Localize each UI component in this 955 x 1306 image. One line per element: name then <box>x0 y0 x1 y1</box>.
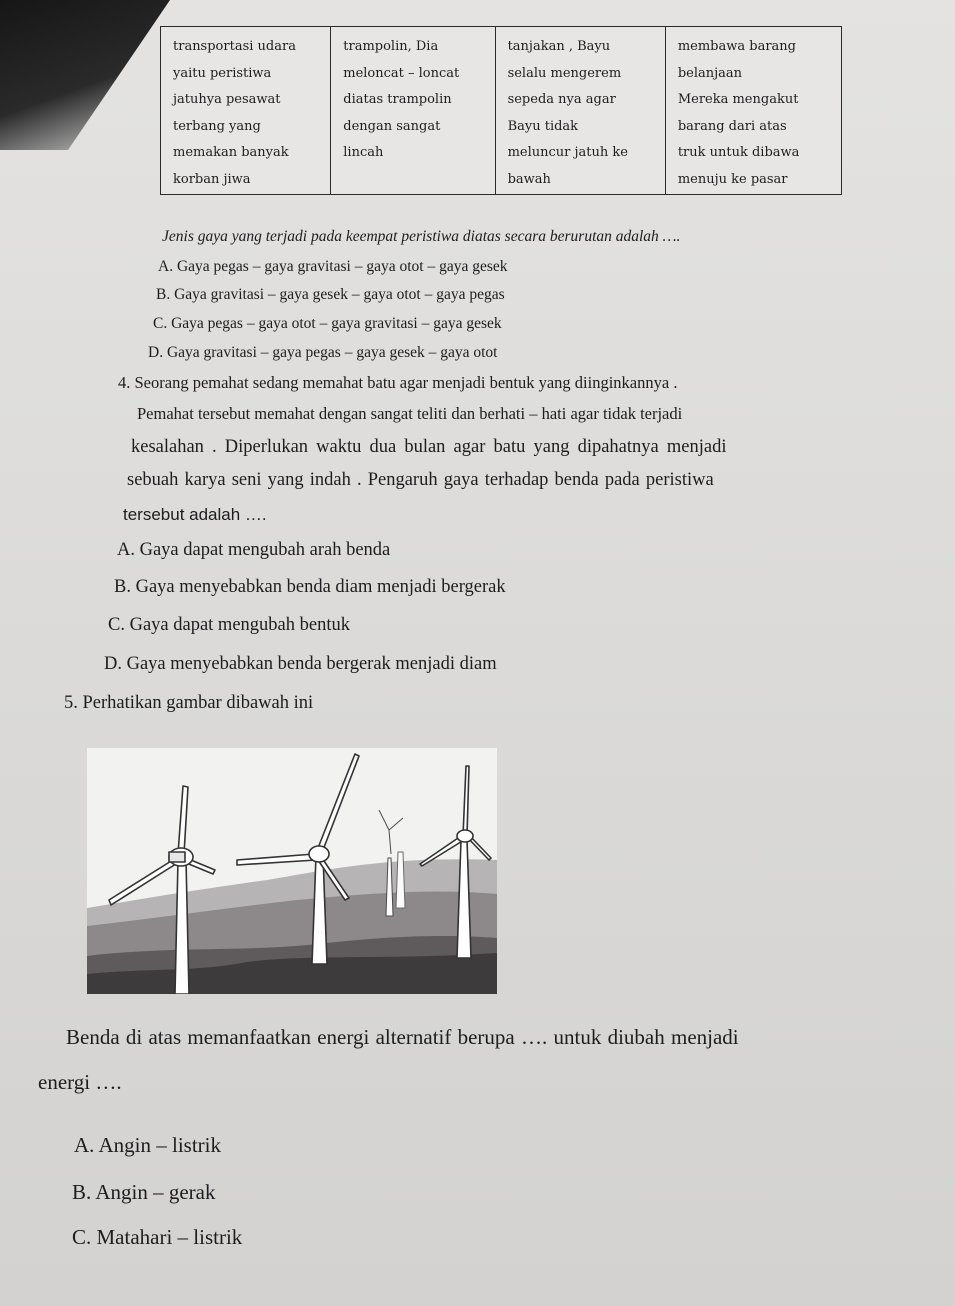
table-line: membawa barang <box>677 39 796 54</box>
q3-option-d[interactable]: D. Gaya gravitasi – gaya pegas – gaya gesek – gaya otot <box>148 344 498 361</box>
table-line: dengan sangat <box>343 118 441 134</box>
q5-option-b[interactable]: B. Angin – gerak <box>72 1180 216 1204</box>
q4-stem-line-3: kesalahan . Diperlukan waktu dua bulan agar batu yang dipahatnya menjadi <box>131 437 727 457</box>
q4-option-b[interactable]: B. Gaya menyebabkan benda diam menjadi bergerak <box>114 577 506 597</box>
q4-stem-line-1: 4. Seorang pemahat sedang memahat batu agar menjadi bentuk yang diinginkannya . <box>118 373 678 392</box>
events-table <box>160 26 842 195</box>
table-line: meluncur jatuh ke <box>507 145 628 161</box>
q4-stem-line-2: Pemahat tersebut memahat dengan sangat teliti dan berhati – hati agar tidak terjadi <box>137 404 683 423</box>
q4-option-d[interactable]: D. Gaya menyebabkan benda bergerak menjadi diam <box>104 654 497 674</box>
table-line: selalu mengerem <box>507 65 622 81</box>
wind-turbine-illustration <box>87 748 497 994</box>
table-line: barang dari atas <box>677 118 787 134</box>
q4-stem-line-5: tersebut adalah …. <box>123 505 267 524</box>
q3-option-a[interactable]: A. Gaya pegas – gaya gravitasi – gaya otot – gaya gesek <box>158 258 508 275</box>
q5-heading: 5. Perhatikan gambar dibawah ini <box>64 693 314 713</box>
table-line: memakan banyak <box>173 145 289 161</box>
table-line: sepeda nya agar <box>507 92 616 108</box>
table-line: Bayu tidak <box>507 118 579 134</box>
table-line: menuju ke pasar <box>677 171 788 187</box>
table-line: transportasi udara <box>173 39 296 54</box>
table-line: belanjaan <box>677 65 743 81</box>
table-cell-trampolin <box>331 27 495 195</box>
table-line: terbang yang <box>173 118 261 134</box>
q3-option-b[interactable]: B. Gaya gravitasi – gaya gesek – gaya otot – gaya pegas <box>156 286 505 303</box>
q3-option-c[interactable]: C. Gaya pegas – gaya otot – gaya gravitasi – gaya gesek <box>153 315 502 332</box>
table-line: korban jiwa <box>173 171 251 187</box>
q5-option-a[interactable]: A. Angin – listrik <box>74 1133 222 1157</box>
q5-stem-line-2: energi …. <box>38 1070 122 1094</box>
q3-stem: Jenis gaya yang terjadi pada keempat peristiwa diatas secara berurutan adalah …. <box>162 228 681 245</box>
table-line: Mereka mengakut <box>677 92 799 108</box>
table-cell-tanjakan <box>495 27 665 195</box>
table-cell-barang <box>665 27 841 195</box>
table-line: yaitu peristiwa <box>173 65 272 81</box>
table-line: trampolin, Dia <box>343 39 439 54</box>
table-line: meloncat – loncat <box>343 65 460 81</box>
table-line: lincah <box>343 145 384 161</box>
q5-stem-line-1: Benda di atas memanfaatkan energi alternatif berupa …. untuk diubah menjadi <box>66 1025 739 1049</box>
table-cell-transportasi <box>161 27 331 195</box>
q4-stem-line-4: sebuah karya seni yang indah . Pengaruh gaya terhadap benda pada peristiwa <box>127 470 714 490</box>
q5-option-c[interactable]: C. Matahari – listrik <box>72 1225 243 1249</box>
photo-shadow-corner <box>0 0 170 150</box>
table-line: jatuhya pesawat <box>173 92 281 108</box>
q4-option-c[interactable]: C. Gaya dapat mengubah bentuk <box>108 615 350 635</box>
table-line: bawah <box>507 171 551 187</box>
q4-option-a[interactable]: A. Gaya dapat mengubah arah benda <box>117 540 391 560</box>
table-line: truk untuk dibawa <box>677 145 800 161</box>
table-line: tanjakan , Bayu <box>507 39 611 54</box>
table-line: diatas trampolin <box>343 92 452 108</box>
